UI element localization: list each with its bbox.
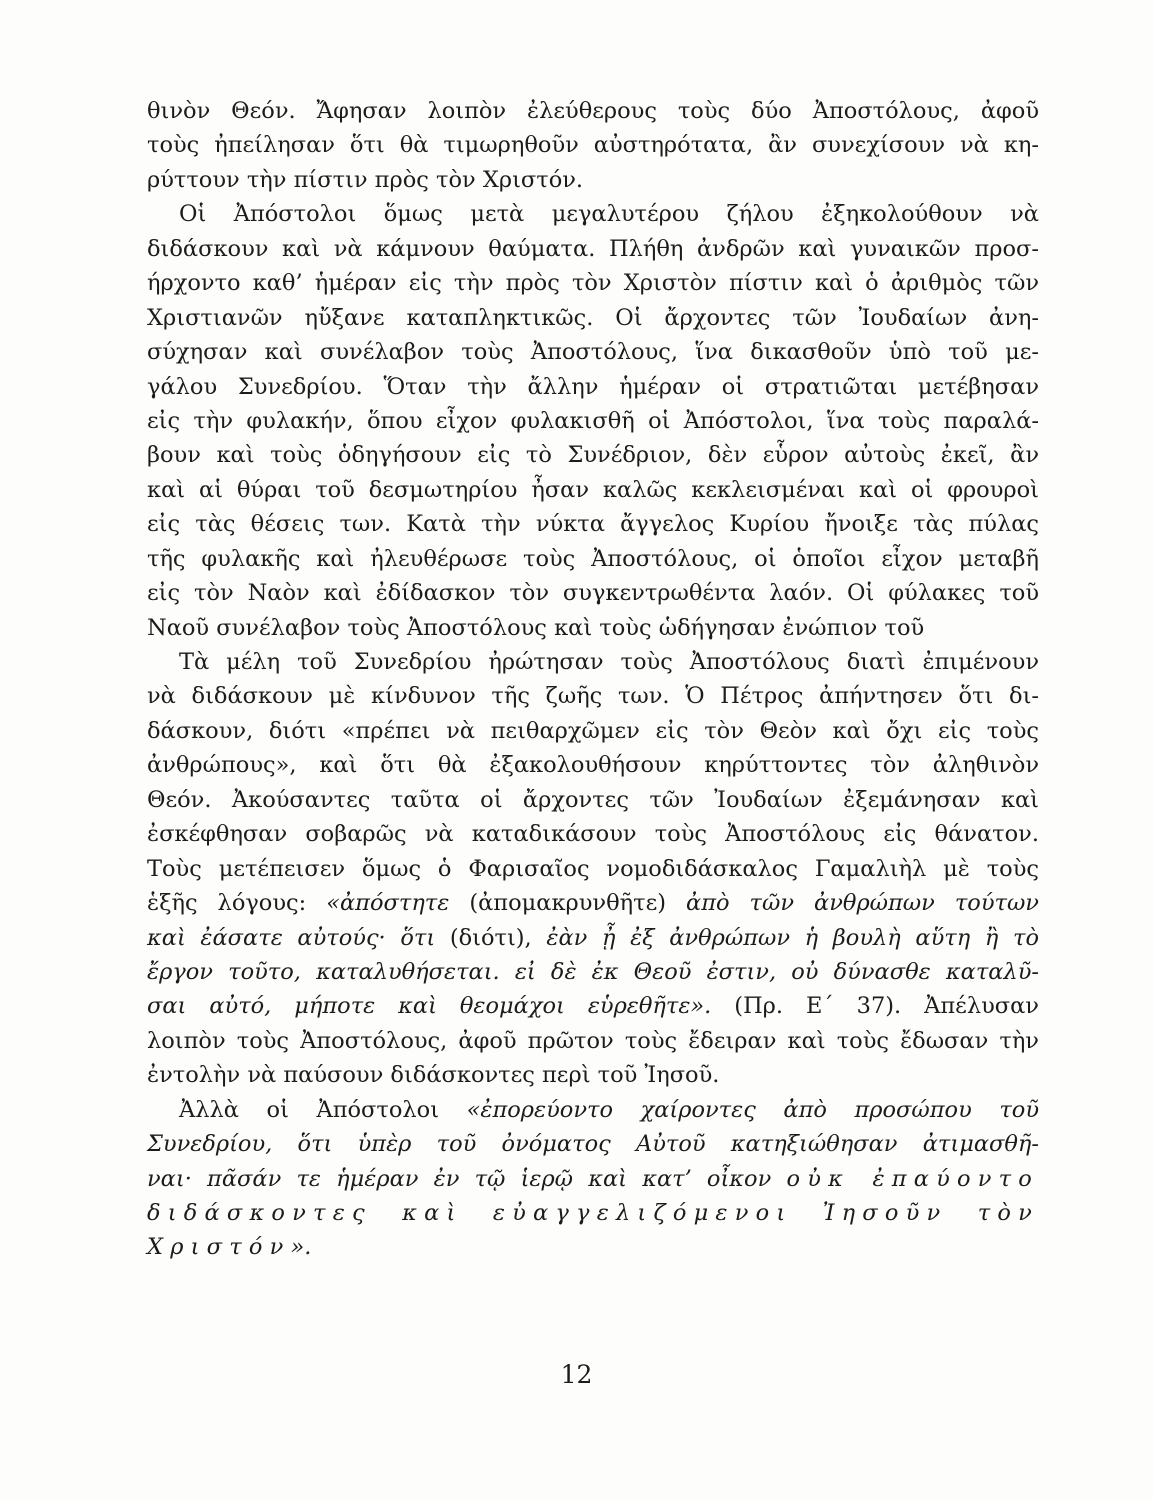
text-run: (διότι), (435, 924, 547, 951)
text-run: ήρχοντο καθ’ ἡμέραν εἰς τὴν πρὸς τὸν Χριστὸν πίστιν καὶ ὁ ἀριθμὸς τῶν (147, 270, 1039, 297)
text-line (147, 301, 1039, 335)
text-run: ἀνθρώπους», καὶ ὅτι θὰ ἐξακολουθήσουν κηρύττοντες τὸν ἀληθινὸν (147, 752, 1039, 779)
text-line (147, 1162, 1039, 1196)
text-line (147, 128, 1039, 162)
quotation-run: Συνεδρίου, ὅτι ὑπὲρ τοῦ ὀνόματος Αὐτοῦ κατηξιώθησαν ἀτιμασθῆ- (147, 1131, 1039, 1158)
text-run: ρύττουν τὴν πίστιν πρὸς τὸν Χριστόν. (147, 166, 584, 193)
text-run: Τὰ μέλη τοῦ Συνεδρίου ἠρώτησαν τοὺς Ἀποστόλους διατὶ ἐπιμένουν (179, 649, 1039, 675)
text-run: βουν καὶ τοὺς ὁδηγήσουν εἰς τὸ Συνέδριον, δὲν εὗρον αὐτοὺς ἐκεῖ, ἂν (147, 442, 1039, 469)
text-line (147, 783, 1039, 817)
text-line (147, 335, 1039, 369)
text-line (147, 542, 1039, 576)
text-line (147, 576, 1039, 610)
quotation-run: σαι αὐτό, μήποτε καὶ θεομάχοι εὑρεθῆτε». (147, 993, 712, 1020)
text-line (147, 370, 1039, 404)
text-line (147, 266, 1039, 300)
text-line (147, 989, 1039, 1023)
text-run: Χριστιανῶν ηὔξανε καταπληκτικῶς. Οἱ ἄρχοντες τῶν Ἰουδαίων ἀνη- (147, 304, 1039, 331)
text-run: εἰς τὰς θέσεις των. Κατὰ τὴν νύκτα ἄγγελος Κυρίου ἤνοιξε τὰς πύλας (147, 511, 1039, 538)
text-line (147, 748, 1039, 782)
quotation-run: «ἀπόστητε (326, 890, 450, 917)
text-run: Τοὺς μετέπεισεν ὅμως ὁ Φαρισαῖος νομοδιδάσκαλος Γαμαλιὴλ μὲ τοὺς (147, 855, 1039, 882)
text-line (147, 404, 1039, 438)
text-run: εἰς τὴν φυλακήν, ὅπου εἶχον φυλακισθῆ οἱ Ἀπόστολοι, ἵνα τοὺς παραλά- (147, 407, 1039, 434)
text-line (147, 1093, 1039, 1127)
text-line (147, 921, 1039, 955)
text-run: (ἀπομακρυνθῆτε) (449, 890, 687, 917)
text-run: Οἱ Ἀπόστολοι ὅμως μετὰ μεγαλυτέρου ζήλου ἐξηκολούθουν νὰ (179, 201, 1039, 228)
text-line (147, 886, 1039, 920)
text-run: Ναοῦ συνέλαβον τοὺς Ἀποστόλους καὶ τοὺς ὡδήγησαν ἐνώπιον τοῦ (147, 614, 925, 641)
text-run: ἐντολὴν νὰ παύσουν διδάσκοντες περὶ τοῦ Ἰησοῦ. (147, 1062, 720, 1089)
quotation-run: ναι· πᾶσάν τε ἡμέραν ἐν τῷ ἱερῷ καὶ κατ’ οἶκον (147, 1165, 787, 1192)
text-run: νὰ διδάσκουν μὲ κίνδυνον τῆς ζωῆς των. Ὁ Πέτρος ἀπήντησεν ὅτι δι- (147, 683, 1039, 710)
text-run: Θεόν. Ἀκούσαντες ταῦτα οἱ ἄρχοντες τῶν Ἰουδαίων ἐξεμάνησαν καὶ (147, 786, 1039, 813)
spaced-emphasis-run: διδάσκοντες καὶ εὐαγγελιζόμενοι Ἰησοῦν τὸν (147, 1200, 1039, 1226)
quotation-run: ἀπὸ τῶν ἀνθρώπων τούτων (686, 890, 1039, 917)
text-run: διδάσκουν καὶ νὰ κάμνουν θαύματα. Πλήθη ἀνδρῶν καὶ γυναικῶν προσ- (147, 235, 1039, 262)
paragraph (147, 197, 1039, 645)
text-line (147, 507, 1039, 541)
text-run: δάσκουν, διότι «πρέπει νὰ πειθαρχῶμεν εἰς τὸν Θεὸν καὶ ὄχι εἰς τοὺς (147, 717, 1039, 744)
paragraph (147, 94, 1039, 197)
text-line (147, 852, 1039, 886)
text-run: γάλου Συνεδρίου. Ὅταν τὴν ἄλλην ἡμέραν οἱ στρατιῶται μετέβησαν (147, 373, 1039, 400)
text-line (147, 1024, 1039, 1058)
text-run: καὶ αἱ θύραι τοῦ δεσμωτηρίου ἦσαν καλῶς κεκλεισμέναι καὶ οἱ φρουροὶ (147, 476, 1039, 503)
spaced-emphasis-run: οὐκ ἐπαύοντο (786, 1165, 1040, 1192)
body-text (147, 94, 1039, 1265)
text-run: ἐσκέφθησαν σοβαρῶς νὰ καταδικάσουν τοὺς Ἀποστόλους εἰς θάνατον. (147, 821, 1039, 848)
text-run: τοὺς ἠπείλησαν ὅτι θὰ τιμωρηθοῦν αὐστηρότατα, ἂν συνεχίσουν νὰ κη- (147, 132, 1039, 159)
quotation-run: ἐὰν ᾖ ἐξ ἀνθρώπων ἡ βουλὴ αὕτη ἢ τὸ (546, 924, 1039, 951)
text-line (147, 197, 1039, 231)
text-line (147, 955, 1039, 989)
text-line (147, 1127, 1039, 1161)
text-line (147, 645, 1039, 679)
text-run: εἰς τὸν Ναὸν καὶ ἐδίδασκον τὸν συγκεντρωθέντα λαόν. Οἱ φύλακες τοῦ (147, 580, 1039, 607)
text-line (147, 679, 1039, 713)
text-line (147, 1196, 1039, 1230)
text-run: θινὸν Θεόν. Ἄφησαν λοιπὸν ἐλεύθερους τοὺς δύο Ἀποστόλους, ἀφοῦ (147, 98, 1039, 124)
quotation-run: ἔργον τοῦτο, καταλυθήσεται. εἰ δὲ ἐκ Θεοῦ ἐστιν, οὐ δύνασθε καταλῦ- (147, 958, 1039, 985)
text-line (147, 473, 1039, 507)
page-number: 12 (560, 1360, 593, 1389)
text-line (147, 817, 1039, 851)
text-run: Ἀλλὰ οἱ Ἀπόστολοι (179, 1096, 467, 1123)
text-line (147, 94, 1039, 128)
paragraph (147, 1093, 1039, 1265)
text-line (147, 1230, 1039, 1264)
quotation-run: καὶ ἐάσατε αὐτούς· ὅτι (147, 924, 436, 951)
quotation-run: «ἐπορεύοντο χαίροντες ἀπὸ προσώπου τοῦ (466, 1096, 1039, 1123)
text-run: (Πρ. Ε΄ 37). Ἀπέλυσαν (711, 993, 1039, 1020)
text-line (147, 611, 1039, 645)
text-run: τῆς φυλακῆς καὶ ἠλευθέρωσε τοὺς Ἀποστόλους, οἱ ὁποῖοι εἶχον μεταβῆ (147, 545, 1039, 572)
text-line (147, 232, 1039, 266)
text-line (147, 714, 1039, 748)
text-line (147, 1058, 1039, 1092)
spaced-emphasis-run: Χριστόν (147, 1234, 291, 1261)
text-run: λοιπὸν τοὺς Ἀποστόλους, ἀφοῦ πρῶτον τοὺς ἔδειραν καὶ τοὺς ἔδωσαν τὴν (147, 1027, 1039, 1054)
text-line (147, 438, 1039, 472)
text-line (147, 163, 1039, 197)
text-run: ἑξῆς λόγους: (147, 890, 327, 917)
quotation-run: ». (290, 1234, 312, 1261)
text-run: σύχησαν καὶ συνέλαβον τοὺς Ἀποστόλους, ἵνα δικασθοῦν ὑπὸ τοῦ με- (147, 339, 1039, 366)
paragraph (147, 645, 1039, 1093)
